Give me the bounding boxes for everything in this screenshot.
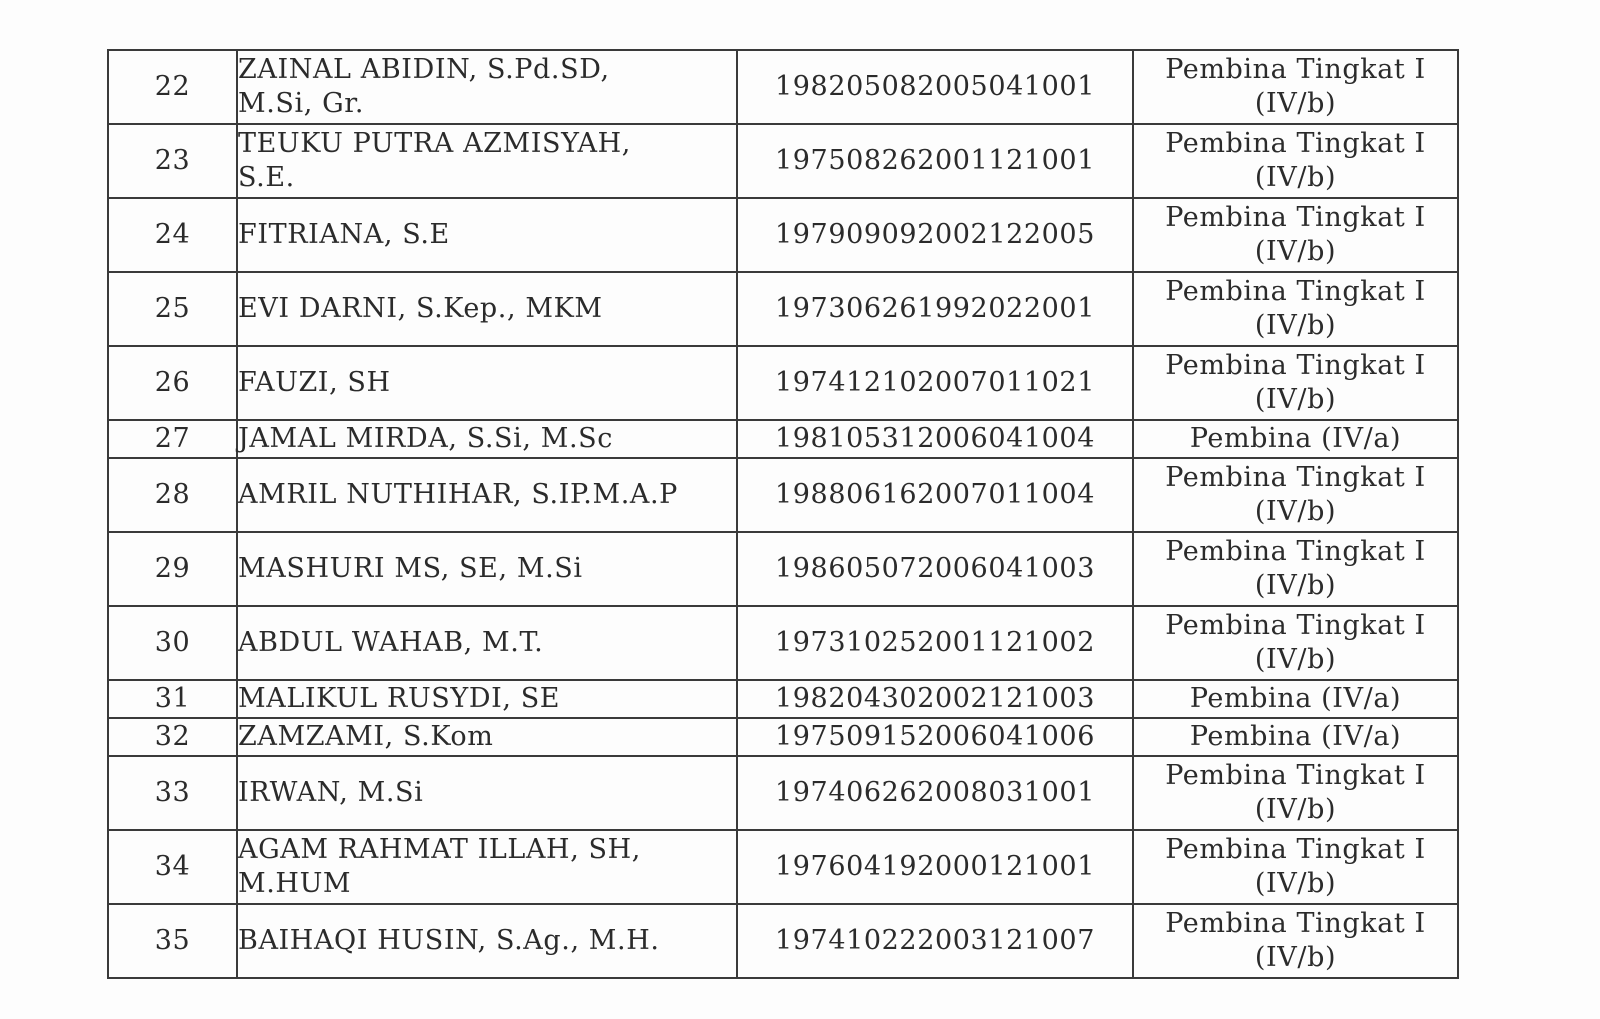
table-row [108, 756, 1458, 830]
employee-nip: 197310252001121002 [737, 606, 1133, 680]
row-number: 29 [108, 532, 237, 606]
employee-name: IRWAN, M.Si [237, 756, 737, 830]
row-number: 24 [108, 198, 237, 272]
employee-rank: Pembina (IV/a) [1133, 420, 1458, 458]
employee-nip: 198605072006041003 [737, 532, 1133, 606]
employee-name: AGAM RAHMAT ILLAH, SH, M.HUM [237, 830, 737, 904]
employee-name: BAIHAQI HUSIN, S.Ag., M.H. [237, 904, 737, 978]
employee-name: TEUKU PUTRA AZMISYAH, S.E. [237, 124, 737, 198]
employee-rank: Pembina Tingkat I (IV/b) [1133, 198, 1458, 272]
employee-name: FITRIANA, S.E [237, 198, 737, 272]
table-row [108, 830, 1458, 904]
table-row [108, 124, 1458, 198]
table-row [108, 458, 1458, 532]
employee-name: FAUZI, SH [237, 346, 737, 420]
employee-rank: Pembina Tingkat I (IV/b) [1133, 124, 1458, 198]
employee-name: JAMAL MIRDA, S.Si, M.Sc [237, 420, 737, 458]
employee-rank: Pembina Tingkat I (IV/b) [1133, 272, 1458, 346]
employee-nip: 197604192000121001 [737, 830, 1133, 904]
table-row [108, 198, 1458, 272]
employee-nip: 197410222003121007 [737, 904, 1133, 978]
employee-rank: Pembina Tingkat I (IV/b) [1133, 50, 1458, 124]
table-row [108, 420, 1458, 458]
employee-nip: 197909092002122005 [737, 198, 1133, 272]
row-number: 33 [108, 756, 237, 830]
row-number: 26 [108, 346, 237, 420]
employee-name: ZAMZAMI, S.Kom [237, 718, 737, 756]
employee-rank: Pembina (IV/a) [1133, 718, 1458, 756]
employee-rank: Pembina (IV/a) [1133, 680, 1458, 718]
employee-rank: Pembina Tingkat I (IV/b) [1133, 904, 1458, 978]
employee-nip: 198806162007011004 [737, 458, 1133, 532]
row-number: 34 [108, 830, 237, 904]
row-number: 35 [108, 904, 237, 978]
row-number: 25 [108, 272, 237, 346]
employee-rank: Pembina Tingkat I (IV/b) [1133, 458, 1458, 532]
employee-rank: Pembina Tingkat I (IV/b) [1133, 606, 1458, 680]
employee-nip: 198204302002121003 [737, 680, 1133, 718]
row-number: 30 [108, 606, 237, 680]
table-row [108, 346, 1458, 420]
employee-rank: Pembina Tingkat I (IV/b) [1133, 346, 1458, 420]
table-row [108, 606, 1458, 680]
row-number: 31 [108, 680, 237, 718]
employee-nip: 197306261992022001 [737, 272, 1133, 346]
employee-nip: 198205082005041001 [737, 50, 1133, 124]
employee-rank: Pembina Tingkat I (IV/b) [1133, 756, 1458, 830]
table-row [108, 272, 1458, 346]
employee-nip: 197412102007011021 [737, 346, 1133, 420]
employee-name: ZAINAL ABIDIN, S.Pd.SD, M.Si, Gr. [237, 50, 737, 124]
employee-rank: Pembina Tingkat I (IV/b) [1133, 830, 1458, 904]
employee-name: ABDUL WAHAB, M.T. [237, 606, 737, 680]
table-row [108, 532, 1458, 606]
table-row [108, 680, 1458, 718]
row-number: 22 [108, 50, 237, 124]
row-number: 23 [108, 124, 237, 198]
employee-name: MASHURI MS, SE, M.Si [237, 532, 737, 606]
row-number: 28 [108, 458, 237, 532]
employee-nip: 197508262001121001 [737, 124, 1133, 198]
employee-nip: 198105312006041004 [737, 420, 1133, 458]
table-row [108, 904, 1458, 978]
employee-table [107, 49, 1459, 979]
employee-name: AMRIL NUTHIHAR, S.IP.M.A.P [237, 458, 737, 532]
employee-nip: 197406262008031001 [737, 756, 1133, 830]
table-row [108, 718, 1458, 756]
employee-rank: Pembina Tingkat I (IV/b) [1133, 532, 1458, 606]
employee-name: EVI DARNI, S.Kep., MKM [237, 272, 737, 346]
row-number: 32 [108, 718, 237, 756]
employee-nip: 197509152006041006 [737, 718, 1133, 756]
row-number: 27 [108, 420, 237, 458]
table-row [108, 50, 1458, 124]
employee-name: MALIKUL RUSYDI, SE [237, 680, 737, 718]
